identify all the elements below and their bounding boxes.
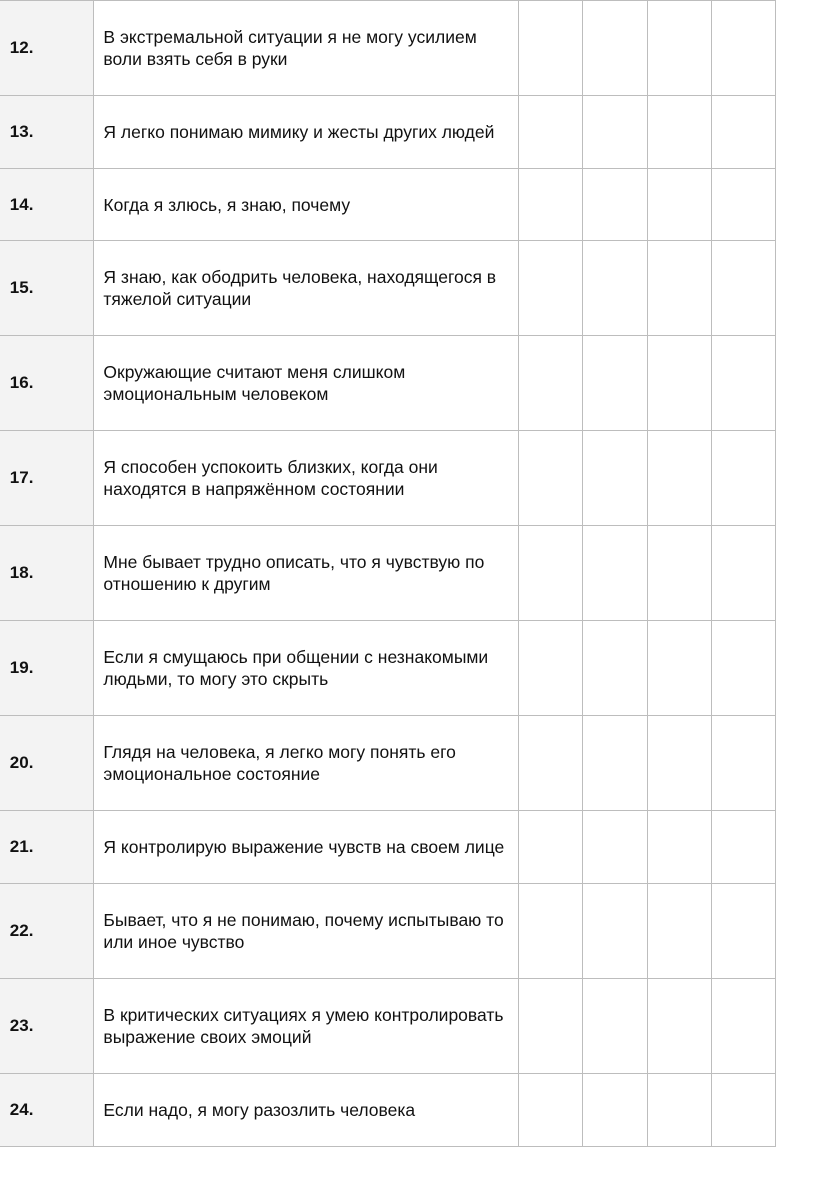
- table-row: [0, 979, 776, 1074]
- answer-cell[interactable]: [583, 979, 647, 1074]
- answer-cell[interactable]: [519, 716, 583, 811]
- statement-text: Я способен успокоить близких, когда они находятся в напряжённом состоянии: [94, 431, 519, 526]
- statement-text: Если надо, я могу разозлить человека: [94, 1074, 519, 1147]
- row-number: 13.: [0, 96, 94, 169]
- statement-text: Мне бывает трудно описать, что я чувствую по отношению к другим: [94, 526, 519, 621]
- answer-cell[interactable]: [711, 884, 775, 979]
- answer-cell[interactable]: [711, 169, 775, 241]
- row-number: 21.: [0, 811, 94, 884]
- answer-cell[interactable]: [583, 241, 647, 336]
- answer-cell[interactable]: [711, 716, 775, 811]
- row-number: 15.: [0, 241, 94, 336]
- row-number: 16.: [0, 336, 94, 431]
- answer-cell[interactable]: [519, 1, 583, 96]
- row-number: 18.: [0, 526, 94, 621]
- table-row: [0, 811, 776, 884]
- answer-cell[interactable]: [647, 526, 711, 621]
- answer-cell[interactable]: [519, 431, 583, 526]
- answer-cell[interactable]: [647, 431, 711, 526]
- answer-cell[interactable]: [647, 169, 711, 241]
- table-row: [0, 1074, 776, 1147]
- answer-cell[interactable]: [647, 716, 711, 811]
- answer-cell[interactable]: [519, 526, 583, 621]
- answer-cell[interactable]: [519, 811, 583, 884]
- answer-cell[interactable]: [647, 811, 711, 884]
- statement-text: Окружающие считают меня слишком эмоциональным человеком: [94, 336, 519, 431]
- answer-cell[interactable]: [583, 716, 647, 811]
- row-number: 19.: [0, 621, 94, 716]
- answer-cell[interactable]: [711, 526, 775, 621]
- answer-cell[interactable]: [583, 1, 647, 96]
- answer-cell[interactable]: [711, 96, 775, 169]
- table-row: [0, 241, 776, 336]
- answer-cell[interactable]: [519, 621, 583, 716]
- answer-cell[interactable]: [519, 241, 583, 336]
- answer-cell[interactable]: [647, 241, 711, 336]
- answer-cell[interactable]: [711, 621, 775, 716]
- statement-text: Когда я злюсь, я знаю, почему: [94, 169, 519, 241]
- row-number: 24.: [0, 1074, 94, 1147]
- answer-cell[interactable]: [647, 621, 711, 716]
- answer-cell[interactable]: [711, 336, 775, 431]
- row-number: 17.: [0, 431, 94, 526]
- answer-cell[interactable]: [647, 1074, 711, 1147]
- answer-cell[interactable]: [583, 96, 647, 169]
- answer-cell[interactable]: [583, 336, 647, 431]
- answer-cell[interactable]: [711, 241, 775, 336]
- table-row: [0, 431, 776, 526]
- table-row: [0, 621, 776, 716]
- answer-cell[interactable]: [519, 169, 583, 241]
- answer-cell[interactable]: [519, 1074, 583, 1147]
- statement-text: Глядя на человека, я легко могу понять его эмоциональное состояние: [94, 716, 519, 811]
- answer-cell[interactable]: [647, 884, 711, 979]
- statement-text: Я контролирую выражение чувств на своем лице: [94, 811, 519, 884]
- answer-cell[interactable]: [583, 1074, 647, 1147]
- statement-text: Если я смущаюсь при общении с незнакомыми людьми, то могу это скрыть: [94, 621, 519, 716]
- statement-text: Я легко понимаю мимику и жесты других людей: [94, 96, 519, 169]
- answer-cell[interactable]: [583, 811, 647, 884]
- table-row: [0, 716, 776, 811]
- answer-cell[interactable]: [647, 336, 711, 431]
- answer-cell[interactable]: [711, 811, 775, 884]
- answer-cell[interactable]: [711, 1074, 775, 1147]
- answer-cell[interactable]: [519, 979, 583, 1074]
- statement-text: В экстремальной ситуации я не могу усилием воли взять себя в руки: [94, 1, 519, 96]
- table-row: [0, 1, 776, 96]
- answer-cell[interactable]: [519, 96, 583, 169]
- answer-cell[interactable]: [583, 169, 647, 241]
- row-number: 23.: [0, 979, 94, 1074]
- table-row: [0, 526, 776, 621]
- table-row: [0, 169, 776, 241]
- answer-cell[interactable]: [583, 526, 647, 621]
- answer-cell[interactable]: [711, 979, 775, 1074]
- statement-text: В критических ситуациях я умею контролировать выражение своих эмоций: [94, 979, 519, 1074]
- answer-cell[interactable]: [583, 621, 647, 716]
- answer-cell[interactable]: [647, 979, 711, 1074]
- statement-text: Я знаю, как ободрить человека, находящегося в тяжелой ситуации: [94, 241, 519, 336]
- answer-cell[interactable]: [519, 884, 583, 979]
- answer-cell[interactable]: [647, 96, 711, 169]
- table-row: [0, 884, 776, 979]
- answer-cell[interactable]: [647, 1, 711, 96]
- answer-cell[interactable]: [583, 884, 647, 979]
- row-number: 22.: [0, 884, 94, 979]
- answer-cell[interactable]: [519, 336, 583, 431]
- row-number: 14.: [0, 169, 94, 241]
- row-number: 20.: [0, 716, 94, 811]
- answer-cell[interactable]: [711, 1, 775, 96]
- row-number: 12.: [0, 1, 94, 96]
- table-row: [0, 336, 776, 431]
- statement-text: Бывает, что я не понимаю, почему испытываю то или иное чувство: [94, 884, 519, 979]
- answer-cell[interactable]: [583, 431, 647, 526]
- answer-cell[interactable]: [711, 431, 775, 526]
- table-row: [0, 96, 776, 169]
